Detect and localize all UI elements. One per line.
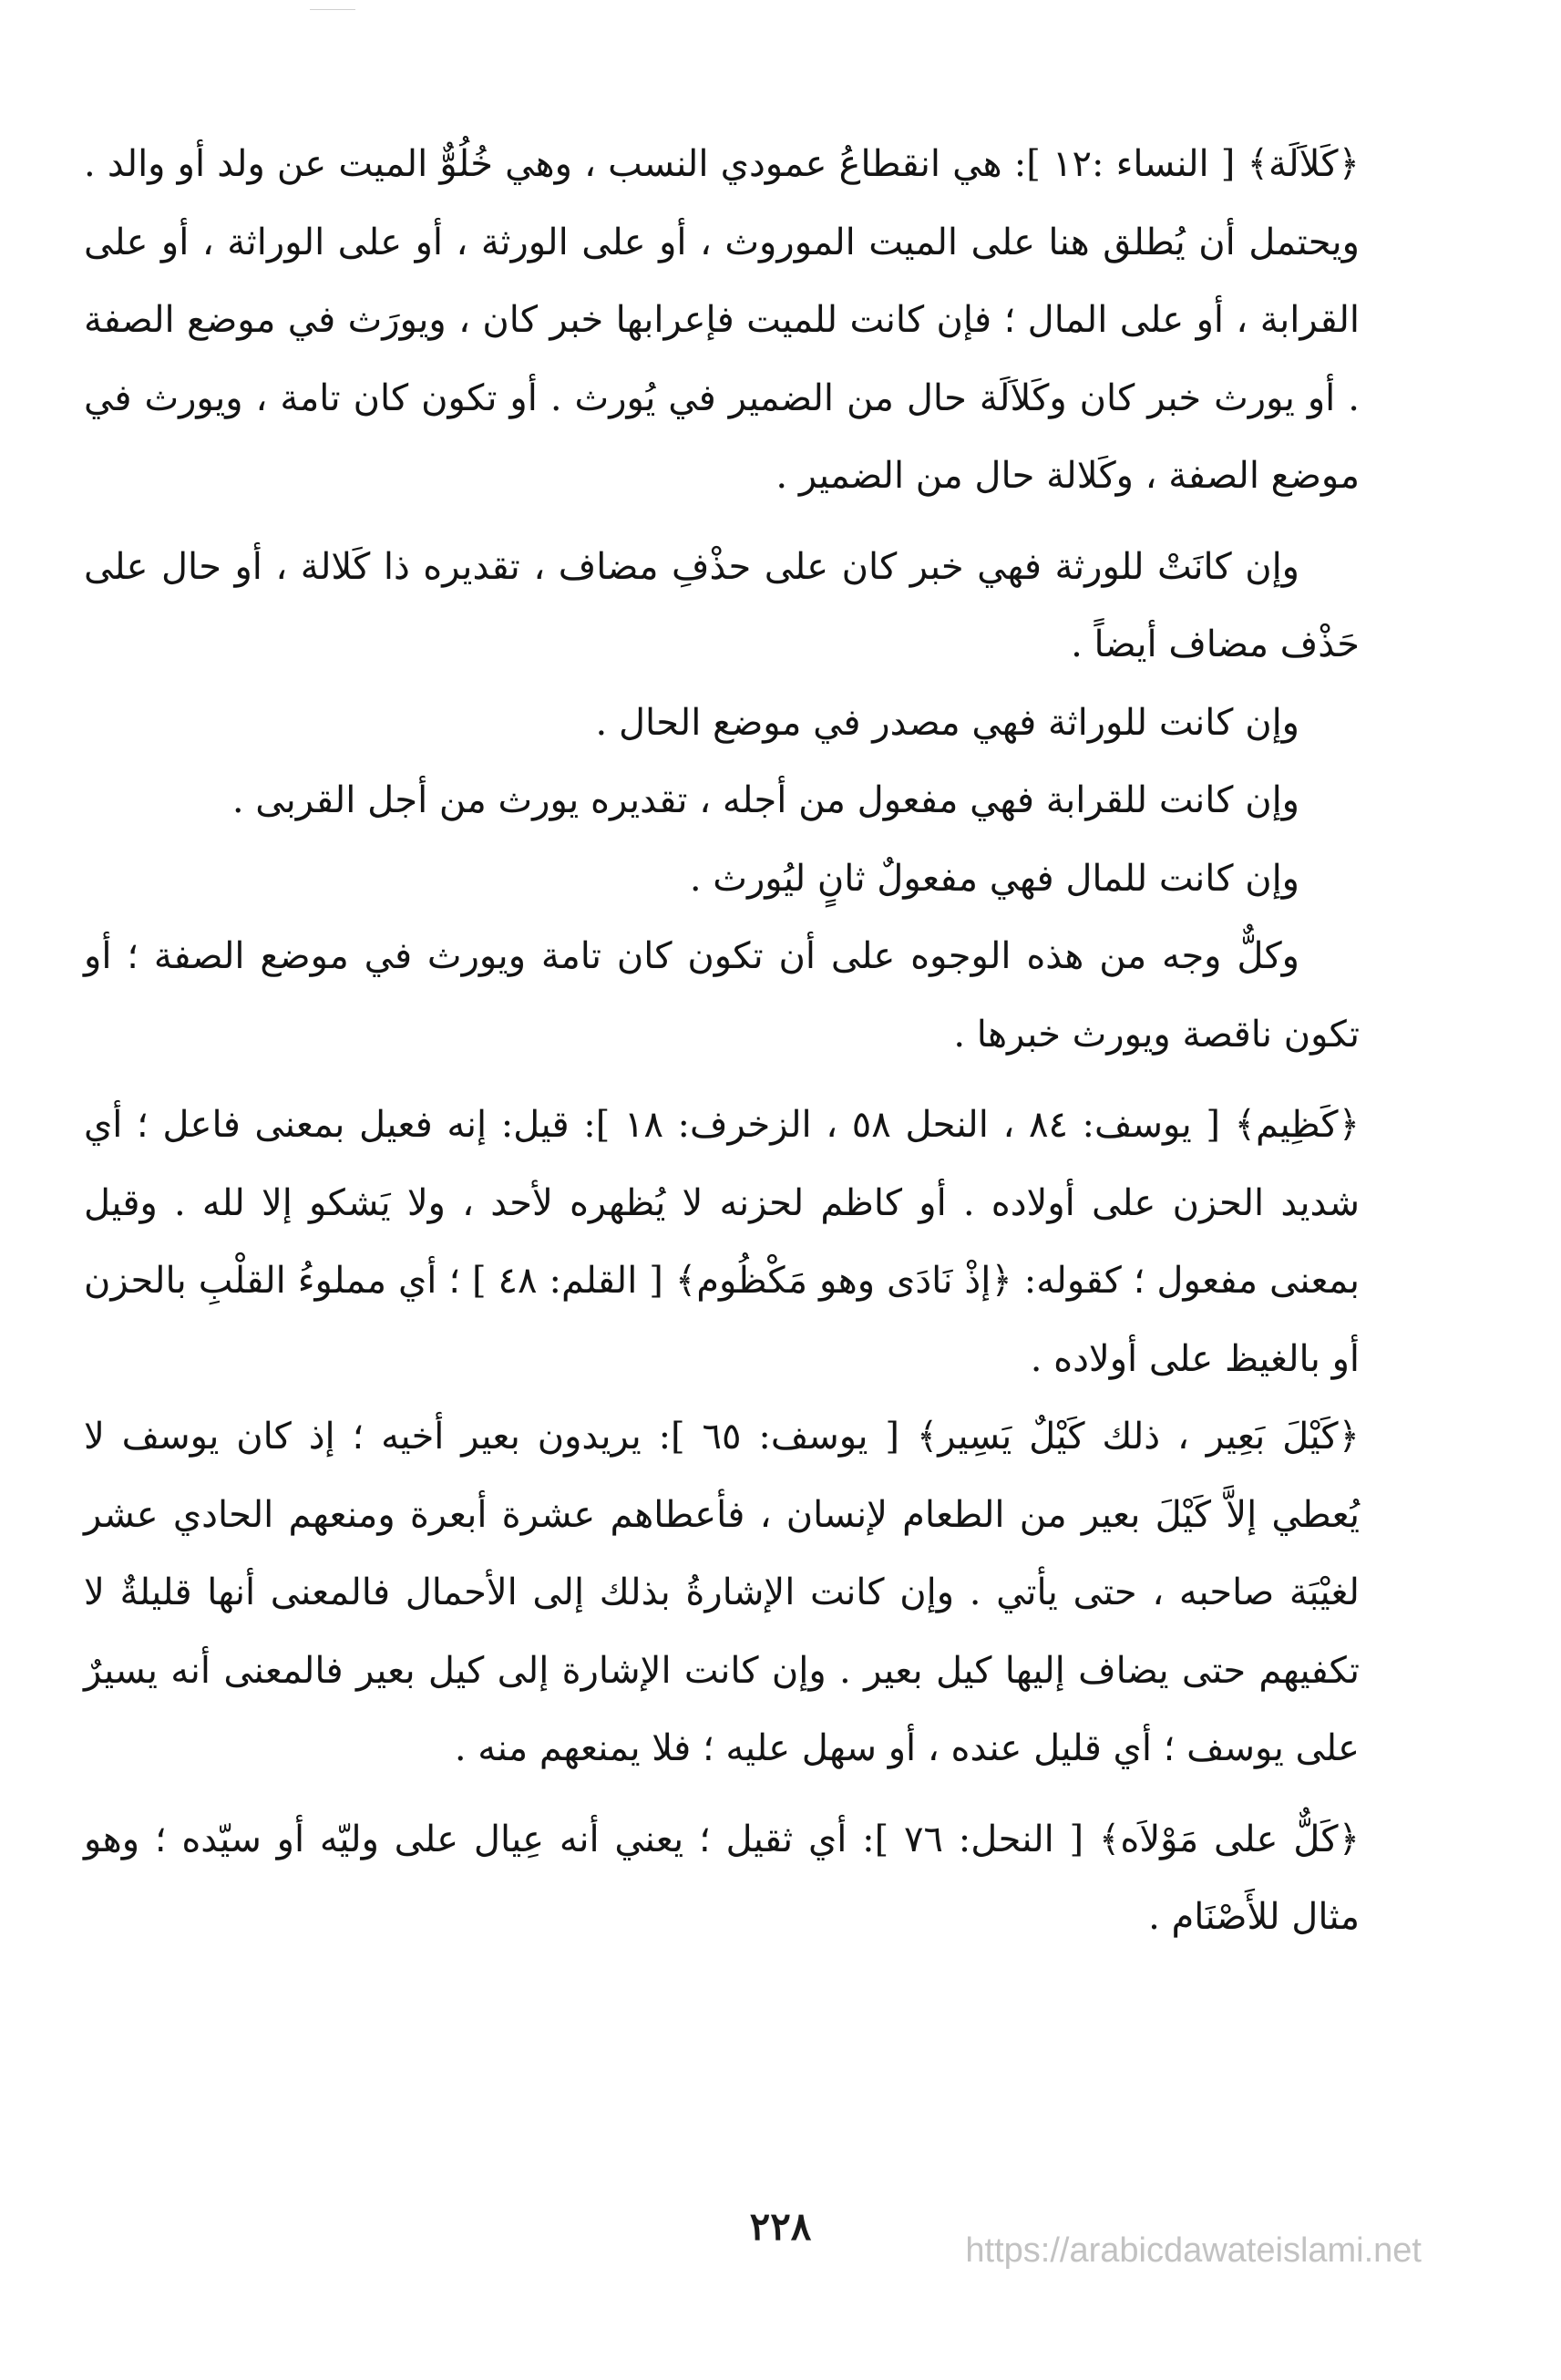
paragraph-kalala: ﴿كَلاَلَة﴾ [ النساء :١٢ ]: هي انقطاعُ عمودي النسب ، وهي خُلُوٌّ الميت عن ولد أو والد . ويحتمل أن يُطلق هنا على الميت الموروث ، أو على الورثة ، أو على الوراثة ، أو على القرابة ، أو على المال ؛ فإن كانت للميت فإعرابها خبر كان ، ويورَث في موضع الصفة . أو يورث خبر كان وكَلاَلَة حال من الضمير في يُورث . أو تكون كان تامة ، ويورث في موضع الصفة ، وكَلالة حال من الضمير . [84,143,1361,497]
paragraph-kazim: ﴿كَظِيم﴾ [ يوسف: ٨٤ ، النحل ٥٨ ، الزخرف: ١٨ ]: قيل: إنه فعيل بمعنى فاعل ؛ أي شديد الحزن على أولاده . أو كاظم لحزنه لا يُظهره لأحد ، ولا يَشكو إلا لله . وقيل بمعنى مفعول ؛ كقوله: ﴿إذْ نَادَى وهو مَكْظُوم﴾ [ القلم: ٤٨ ] ؛ أي مملوءُ القلْبِ بالحزن أو بالغيظ على أولاده . [84,1104,1361,1380]
watermark-url: https://arabicdawateislami.net [965,2231,1422,2270]
paragraph-kalala-inheritance: وإن كانت للوراثة فهي مصدر في موضع الحال . [595,701,1299,744]
page-number: ٢٢٨ [749,2204,812,2249]
paragraph-kall-ala-mawlah: ﴿كَلٌّ على مَوْلاَه﴾ [ النحل: ٧٦ ]: أي ثقيل ؛ يعني أنه عِيال على وليّه أو سيّده ؛ وهو مثال للأَصْنَام . [84,1818,1361,1938]
paragraph-kayla-baeer: ﴿كَيْلَ بَعِير ، ذلك كَيْلٌ يَسِير﴾ [ يوسف: ٦٥ ]: يريدون بعير أخيه ؛ إذ كان يوسف لا يُعطي إلاَّ كَيْلَ بعير من الطعام لإنسان ، فأعطاهم عشرة أبعرة ومنعهم الحادي عشر لغيْبَة صاحبه ، حتى يأتي . وإن كانت الإشارةُ بذلك إلى الأحمال فالمعنى أنها قليلةٌ لا تكفيهم حتى يضاف إليها كيل بعير . وإن كانت الإشارة إلى كيل بعير فالمعنى أنه يسيرٌ على يوسف ؛ أي قليل عنده ، أو سهل عليه ؛ فلا يمنعهم منه . [84,1416,1361,1769]
scan-artifact-line [310,9,355,10]
paragraph-kalala-heirs: وإن كانَتْ للورثة فهي خبر كان على حذْفِ مضاف ، تقديره ذا كَلالة ، أو حال على حَذْف مضاف أيضاً . [84,545,1360,665]
paragraph-kalala-kinship: وإن كانت للقرابة فهي مفعول من أجله ، تقديره يورث من أجل القربى . [231,779,1299,821]
paragraph-kalala-summary: وكلٌّ وجه من هذه الوجوه على أن تكون كان تامة ويورث في موضع الصفة ؛ أو تكون ناقصة ويورث خبرها . [84,935,1360,1056]
paragraph-kalala-wealth: وإن كانت للمال فهي مفعولٌ ثانٍ ليُورث . [689,857,1299,900]
main-text-block [84,126,1360,1957]
